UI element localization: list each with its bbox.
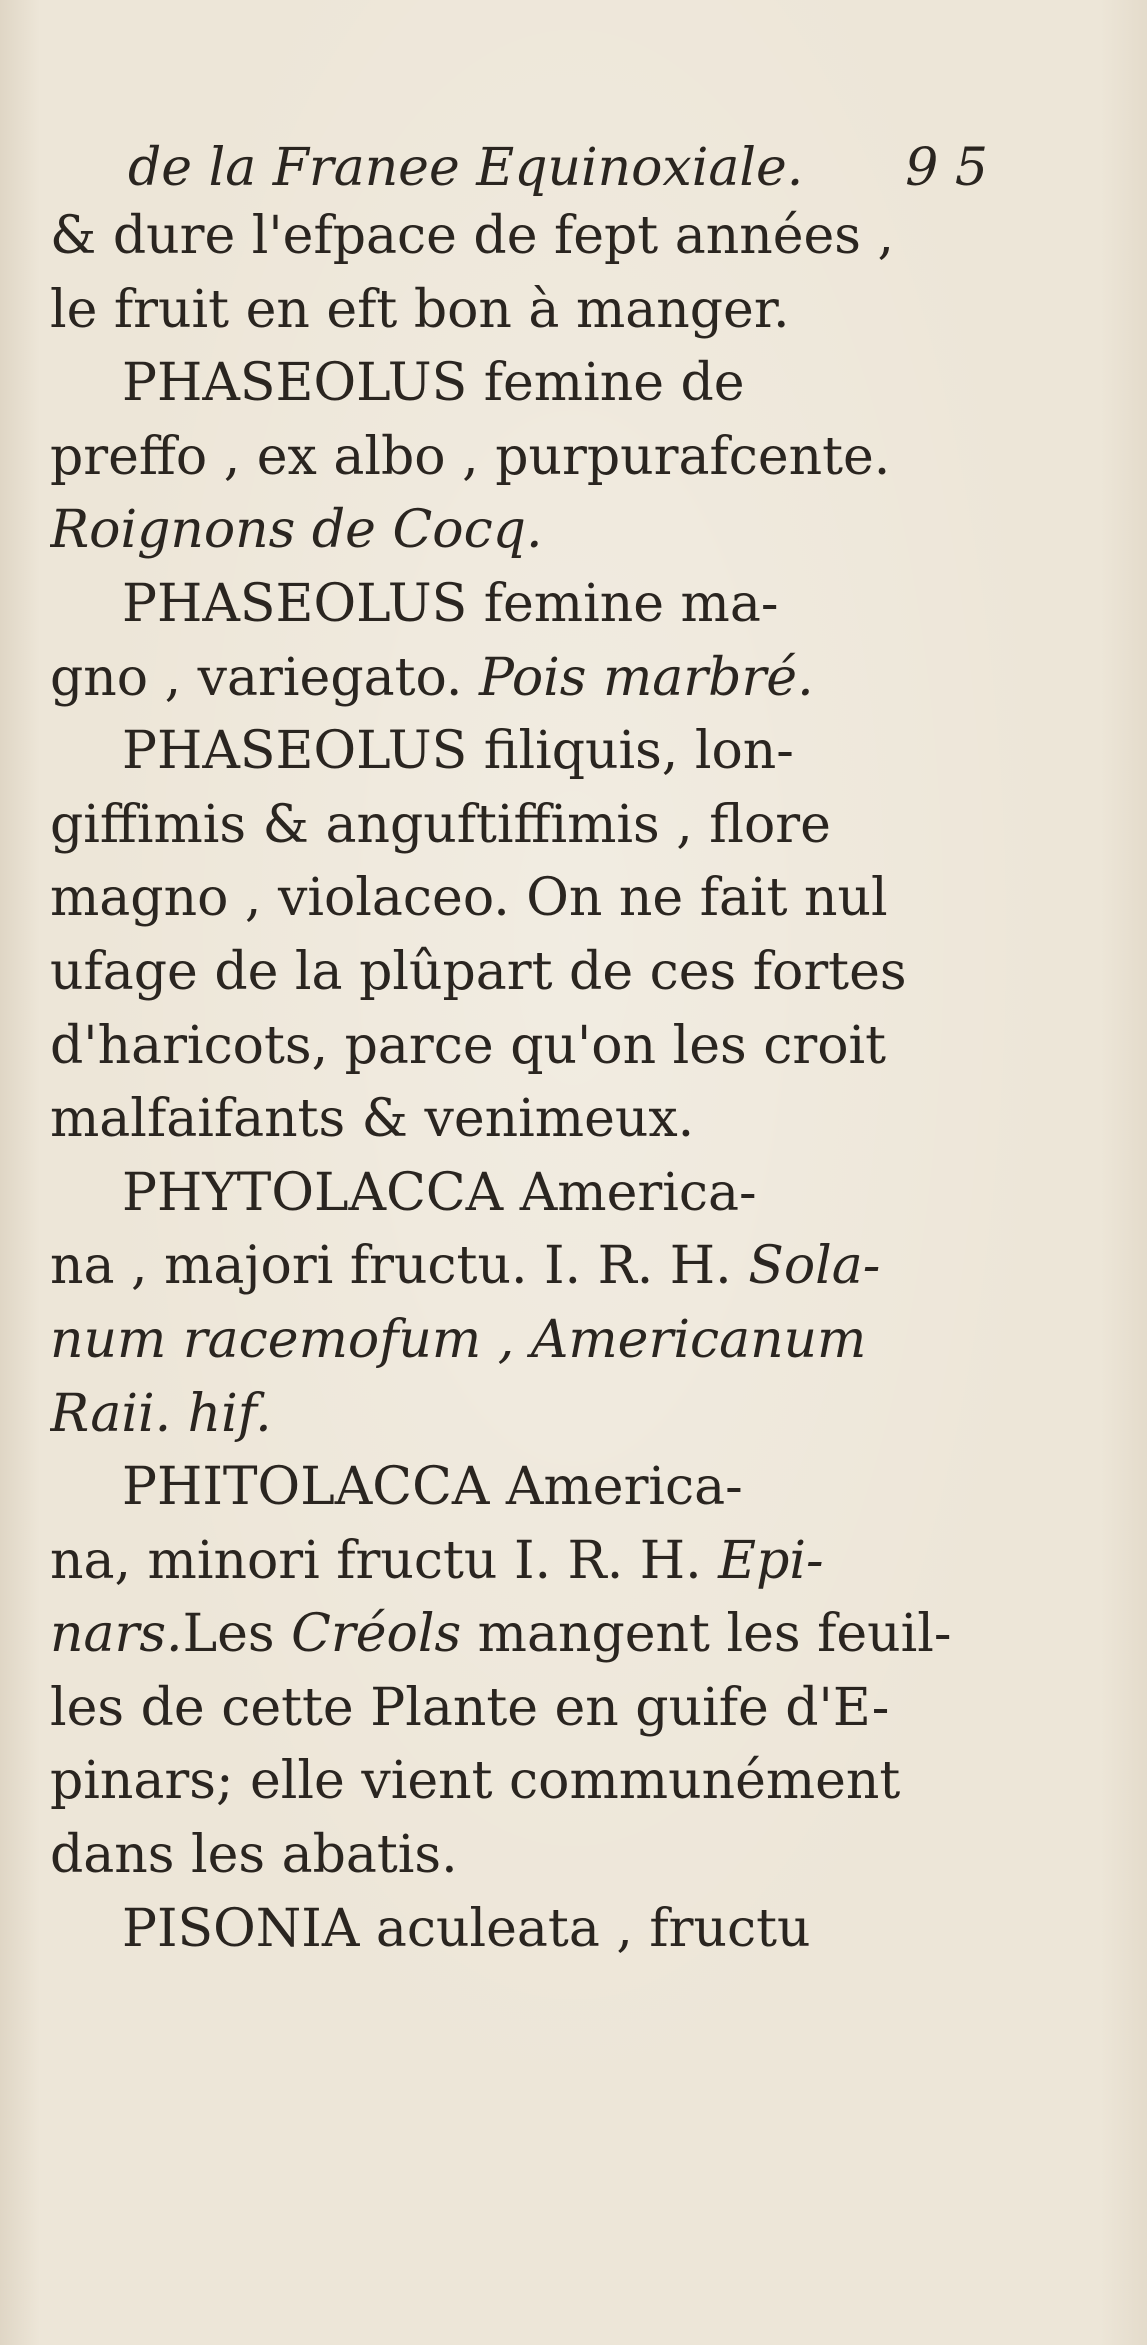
text-line xyxy=(50,1893,980,1967)
text-span: PHASEOLUS filiquis, lon- xyxy=(122,721,794,782)
text-span: na, minori fructu I. R. H. xyxy=(50,1530,719,1591)
text-line xyxy=(50,568,980,642)
text-span: d'haricots, parce qu'on les croit xyxy=(50,1015,887,1076)
text-line xyxy=(50,1010,980,1084)
text-span: mangent les feuil- xyxy=(461,1604,952,1665)
text-span: giffimis & anguftiffimis , flore xyxy=(50,794,831,855)
text-span: le fruit en eft bon à manger. xyxy=(50,279,790,340)
text-line xyxy=(50,1378,980,1452)
text-span: num racemofum , Americanum xyxy=(50,1309,867,1370)
text-line xyxy=(50,862,980,936)
text-line xyxy=(50,421,980,495)
text-line xyxy=(50,1672,980,1746)
text-span: preffo , ex albo , purpurafcente. xyxy=(50,426,891,487)
text-line xyxy=(50,1598,980,1672)
text-line xyxy=(50,642,980,716)
text-span: magno , violaceo. On ne fait nul xyxy=(50,868,888,929)
text-line xyxy=(50,494,980,568)
text-line xyxy=(50,1819,980,1893)
text-span: PHYTOLACCA America- xyxy=(122,1162,757,1223)
text-line xyxy=(50,1525,980,1599)
text-span: les de cette Plante en guife d'E- xyxy=(50,1677,890,1738)
text-span: Les xyxy=(182,1604,292,1665)
text-span: Sola- xyxy=(748,1236,881,1297)
body-text xyxy=(50,200,980,1966)
text-line xyxy=(50,1451,980,1525)
page-number: 9 5 xyxy=(905,138,988,198)
text-span: Raii. hif. xyxy=(50,1383,272,1444)
text-span: pinars; elle vient communément xyxy=(50,1751,901,1812)
text-span: PHITOLACCA America- xyxy=(122,1457,743,1518)
text-span: malfaifants & venimeux. xyxy=(50,1089,695,1150)
text-line xyxy=(50,274,980,348)
text-span: Pois marbré. xyxy=(478,647,814,708)
text-line xyxy=(50,789,980,863)
text-span: nars. xyxy=(50,1604,183,1665)
text-span: & dure l'efpace de fept années , xyxy=(50,206,895,266)
page-header xyxy=(128,138,988,198)
text-line xyxy=(50,1745,980,1819)
text-span: ufage de la plûpart de ces fortes xyxy=(50,941,907,1002)
text-span: Epi- xyxy=(718,1530,824,1591)
text-line xyxy=(50,1157,980,1231)
text-line xyxy=(50,715,980,789)
text-span: PHASEOLUS femine de xyxy=(122,353,745,414)
text-line xyxy=(50,1304,980,1378)
text-span: PHASEOLUS femine ma- xyxy=(122,573,779,634)
text-span: Créols xyxy=(291,1604,462,1665)
running-title: de la Franee Equinoxiale. xyxy=(128,138,804,198)
text-span: gno , variegato. xyxy=(50,647,479,708)
text-line xyxy=(50,1083,980,1157)
text-span: dans les abatis. xyxy=(50,1825,458,1886)
text-span: na , majori fructu. I. R. H. xyxy=(50,1236,749,1297)
text-span: PISONIA aculeata , fructu xyxy=(122,1898,811,1959)
text-line xyxy=(50,200,980,274)
text-line xyxy=(50,1230,980,1304)
text-line xyxy=(50,347,980,421)
text-line xyxy=(50,936,980,1010)
text-span: Roignons de Cocq. xyxy=(50,500,543,561)
